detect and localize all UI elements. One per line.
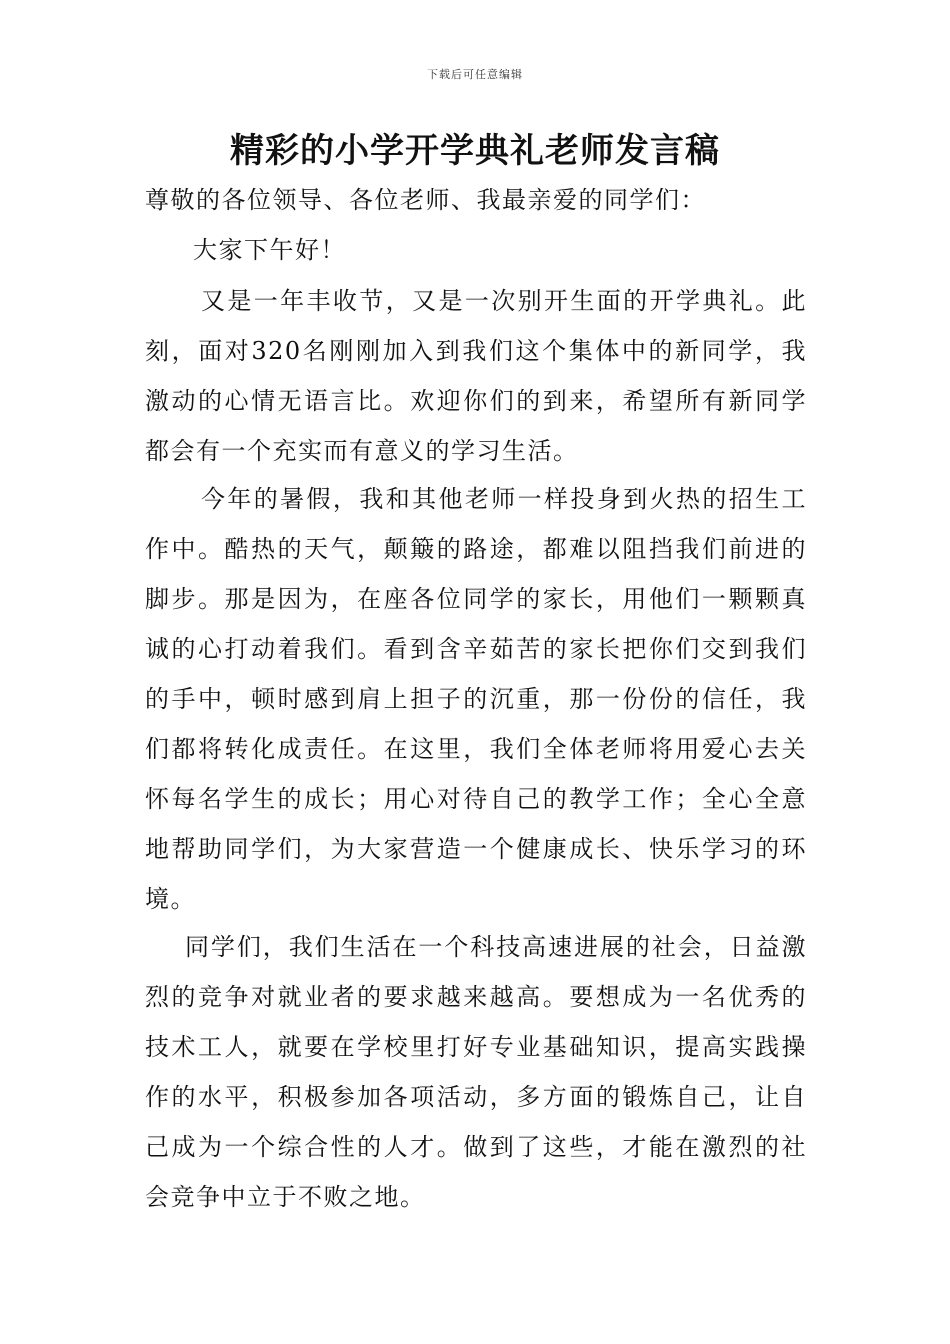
paragraph-3: 同学们，我们生活在一个科技高速进展的社会，日益激烈的竞争对就业者的要求越来越高。要想成为一名优秀的技术工人，就要在学校里打好专业基础知识，提高实践操作的水平，积极参加各项活动，多方面的锻炼自己，让自己成为一个综合性的人才。做到了这些，才能在激烈的社会竞争中立于不败之地。: [145, 933, 807, 1211]
page-header-note: 下载后可任意编辑: [427, 68, 523, 81]
greeting: 大家下午好！: [193, 236, 346, 264]
paragraph-2: 今年的暑假，我和其他老师一样投身到火热的招生工作中。酷热的天气，颠簸的路途，都难以阻挡我们前进的脚步。那是因为，在座各位同学的家长，用他们一颗颗真诚的心打动着我们。看到含辛茹苦的家长把你们交到我们的手中，顿时感到肩上担子的沉重，那一份份的信任，我们都将转化成责任。在这里，我们全体老师将用爱心去关怀每名学生的成长；用心对待自己的教学工作；全心全意地帮助同学们，为大家营造一个健康成长、快乐学习的环境。: [145, 485, 807, 913]
paragraph-1: 又是一年丰收节，又是一次别开生面的开学典礼。此刻，面对320名刚刚加入到我们这个集体中的新同学，我激动的心情无语言比。欢迎你们的到来，希望所有新同学都会有一个充实而有意义的学习生活。: [145, 287, 807, 465]
salutation: 尊敬的各位领导、各位老师、我最亲爱的同学们：: [145, 186, 706, 214]
document-title: 精彩的小学开学典礼老师发言稿: [230, 131, 720, 171]
